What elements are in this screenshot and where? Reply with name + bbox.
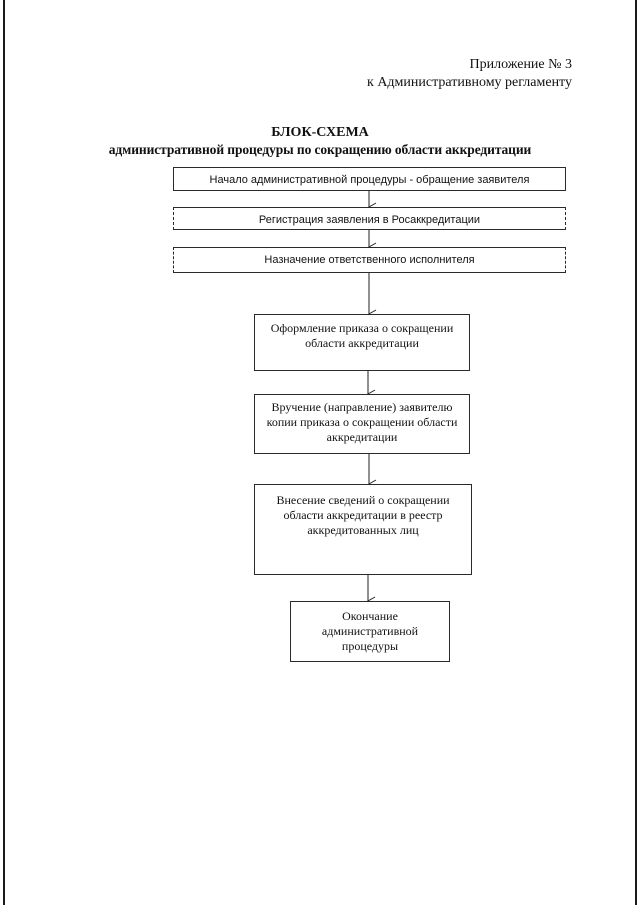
diagram-title: БЛОК-СХЕМА xyxy=(271,125,369,140)
appendix-reference: к Административному регламенту xyxy=(367,75,572,90)
step-box-start xyxy=(173,167,566,191)
step-box-end xyxy=(290,601,450,662)
step-label: Оформление приказа о сокращении области аккредитации xyxy=(270,321,454,350)
appendix-number: Приложение № 3 xyxy=(469,57,572,72)
step-box-registry-entry xyxy=(254,484,472,575)
step-box-assign-executor xyxy=(173,247,566,273)
step-label: Внесение сведений о сокращении области аккредитации в реестр аккредитованных лиц xyxy=(276,493,450,537)
step-label: Назначение ответственного исполнителя xyxy=(264,254,475,266)
diagram-subtitle: административной процедуры по сокращению области аккредитации xyxy=(108,142,532,157)
step-label: Регистрация заявления в Росаккредитации xyxy=(258,214,481,226)
step-label: Окончание административной процедуры xyxy=(321,609,419,653)
step-box-order-preparation xyxy=(254,314,470,371)
step-box-order-delivery xyxy=(254,394,470,454)
step-box-registration xyxy=(173,207,566,230)
step-label: Вручение (направление) заявителю копии приказа о сокращении области аккредитации xyxy=(266,400,458,444)
step-label: Начало административной процедуры - обращение заявителя xyxy=(209,174,530,186)
